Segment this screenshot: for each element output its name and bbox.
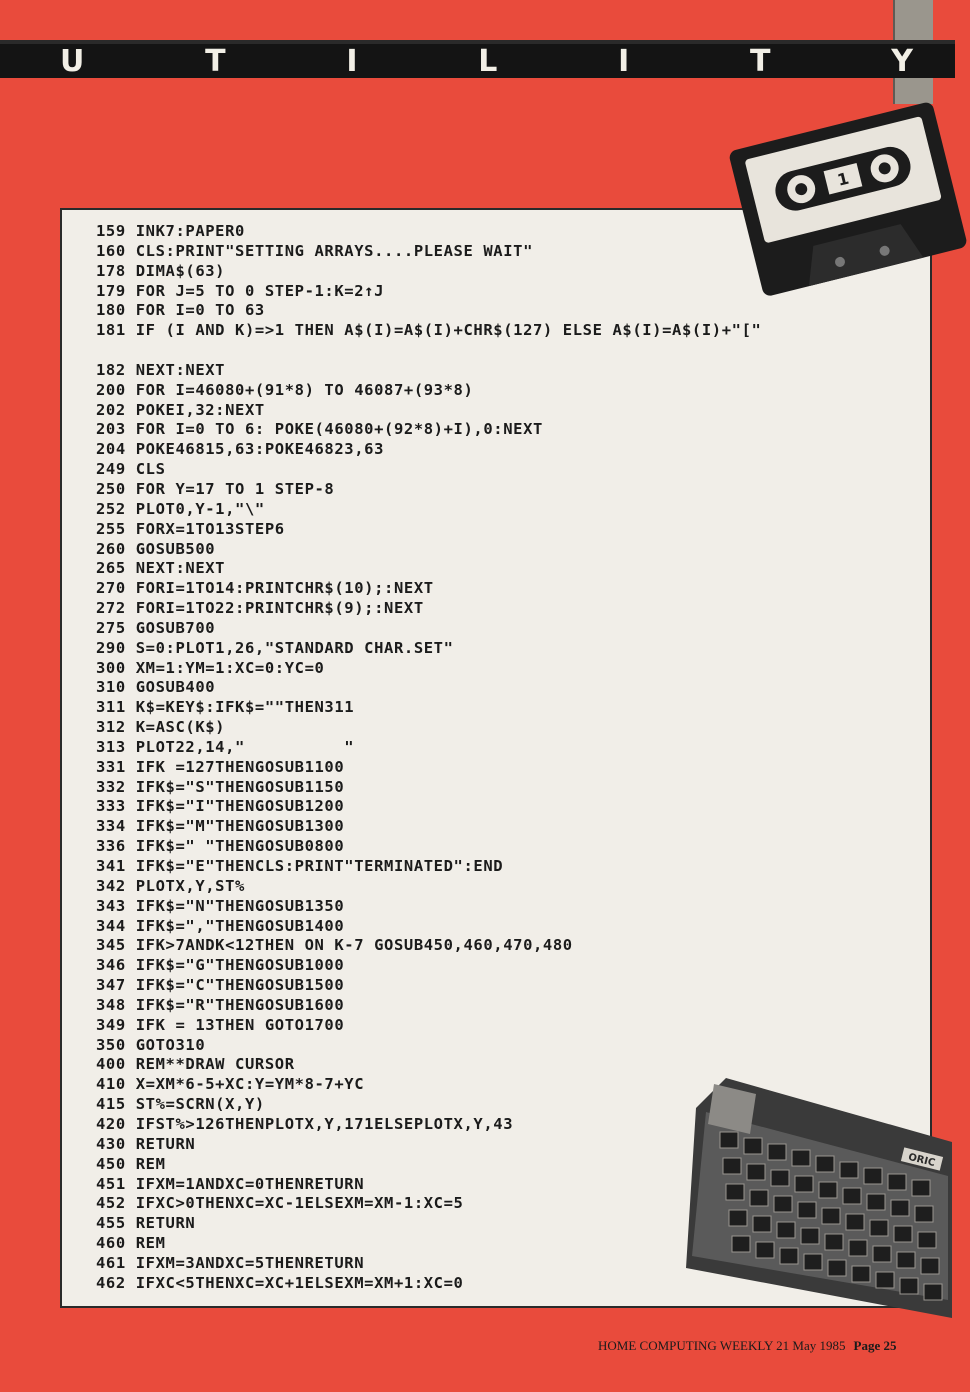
- code-line: 249 CLS: [96, 460, 166, 479]
- banner-letter: T: [749, 43, 773, 79]
- keyboard-key: [870, 1220, 888, 1236]
- code-line: 300 XM=1:YM=1:XC=0:YC=0: [96, 658, 325, 677]
- keyboard-key: [825, 1234, 843, 1250]
- keyboard-key: [900, 1278, 918, 1294]
- code-line: 332 IFK$="S"THENGOSUB1150: [96, 777, 345, 796]
- code-line: [96, 341, 910, 361]
- code-line: 420 IFST%>126THENPLOTX,Y,171ELSEPLOTX,Y,43: [96, 1114, 514, 1133]
- code-line: 346 IFK$="G"THENGOSUB1000: [96, 956, 345, 975]
- keyboard-key: [924, 1284, 942, 1300]
- banner-letter: Y: [891, 43, 915, 79]
- code-line: 203 FOR I=0 TO 6: POKE(46080+(92*8)+I),0:NEXT: [96, 420, 543, 439]
- computer-keyboard-icon: [686, 1072, 956, 1322]
- code-line: 181 IF (I AND K)=>1 THEN A$(I)=A$(I)+CHR$(127) ELSE A$(I)=A$(I)+"[": [96, 321, 762, 340]
- code-line: 331 IFK =127THENGOSUB1100: [96, 757, 345, 776]
- code-line: 400 REM**DRAW CURSOR: [96, 1055, 295, 1074]
- code-line: 415 ST%=SCRN(X,Y): [96, 1095, 265, 1114]
- code-line: 182 NEXT:NEXT: [96, 360, 226, 379]
- code-line: 460 REM: [96, 1234, 166, 1253]
- code-line: 270 FORI=1TO14:PRINTCHR$(10);:NEXT: [96, 579, 434, 598]
- keyboard-key: [846, 1214, 864, 1230]
- code-line: 159 INK7:PAPER0: [96, 222, 245, 240]
- code-line: 410 X=XM*6-5+XC:Y=YM*8-7+YC: [96, 1075, 365, 1094]
- keyboard-key: [723, 1158, 741, 1174]
- keyboard-key: [726, 1184, 744, 1200]
- keyboard-key: [921, 1258, 939, 1274]
- code-line: 275 GOSUB700: [96, 618, 216, 637]
- banner-letter: U: [60, 43, 87, 79]
- keyboard-key: [729, 1210, 747, 1226]
- keyboard-key: [777, 1222, 795, 1238]
- keyboard-key: [774, 1196, 792, 1212]
- code-line: 450 REM: [96, 1154, 166, 1173]
- keyboard-key: [732, 1236, 750, 1252]
- keyboard-key: [750, 1190, 768, 1206]
- keyboard-key: [801, 1228, 819, 1244]
- keyboard-key: [804, 1254, 822, 1270]
- code-line: 250 FOR Y=17 TO 1 STEP-8: [96, 479, 335, 498]
- section-banner: [0, 40, 955, 78]
- keyboard-key: [891, 1200, 909, 1216]
- cassette-label: 1: [835, 168, 851, 190]
- code-line: 255 FORX=1TO13STEP6: [96, 519, 285, 538]
- code-line: 179 FOR J=5 TO 0 STEP-1:K=2↑J: [96, 281, 385, 300]
- keyboard-key: [915, 1206, 933, 1222]
- keyboard-key: [849, 1240, 867, 1256]
- keyboard-key: [840, 1162, 858, 1178]
- banner-letter: L: [478, 43, 500, 79]
- code-line: 348 IFK$="R"THENGOSUB1600: [96, 995, 345, 1014]
- keyboard-key: [918, 1232, 936, 1248]
- code-line: 252 PLOT0,Y-1,"\": [96, 499, 265, 518]
- page-footer: [598, 1338, 938, 1354]
- code-line: 310 GOSUB400: [96, 678, 216, 697]
- code-line: 204 POKE46815,63:POKE46823,63: [96, 440, 385, 459]
- keyboard-badge: ORIC: [907, 1151, 937, 1170]
- code-line: 452 IFXC>0THENXC=XC-1ELSEXM=XM-1:XC=5: [96, 1194, 464, 1213]
- keyboard-key: [873, 1246, 891, 1262]
- code-line: 312 K=ASC(K$): [96, 718, 226, 737]
- code-line: 462 IFXC<5THENXC=XC+1ELSEXM=XM+1:XC=0: [96, 1273, 464, 1292]
- keyboard-key: [876, 1272, 894, 1288]
- code-line: 178 DIMA$(63): [96, 261, 226, 280]
- code-line: 343 IFK$="N"THENGOSUB1350: [96, 896, 345, 915]
- keyboard-key: [888, 1174, 906, 1190]
- banner-letter: I: [346, 43, 360, 79]
- keyboard-key: [753, 1216, 771, 1232]
- keyboard-key: [843, 1188, 861, 1204]
- code-line: 272 FORI=1TO22:PRINTCHR$(9);:NEXT: [96, 599, 424, 618]
- code-line: 341 IFK$="E"THENCLS:PRINT"TERMINATED":END: [96, 857, 504, 875]
- cassette-tape-icon: [723, 94, 970, 312]
- code-line: 311 K$=KEY$:IFK$=""THEN311: [96, 698, 355, 717]
- code-line: 290 S=0:PLOT1,26,"STANDARD CHAR.SET": [96, 638, 454, 657]
- code-line: 336 IFK$=" "THENGOSUB0800: [96, 837, 345, 856]
- keyboard-key: [798, 1202, 816, 1218]
- publication-line: HOME COMPUTING WEEKLY 21 May 1985: [598, 1338, 846, 1353]
- code-line: 347 IFK$="C"THENGOSUB1500: [96, 976, 345, 995]
- keyboard-key: [912, 1180, 930, 1196]
- code-line: 344 IFK$=","THENGOSUB1400: [96, 916, 345, 935]
- keyboard-key: [780, 1248, 798, 1264]
- code-line: 202 POKEI,32:NEXT: [96, 400, 265, 419]
- code-line: 451 IFXM=1ANDXC=0THENRETURN: [96, 1174, 365, 1193]
- keyboard-key: [771, 1170, 789, 1186]
- keyboard-key: [744, 1138, 762, 1154]
- code-line: 265 NEXT:NEXT: [96, 559, 226, 578]
- keyboard-key: [897, 1252, 915, 1268]
- code-line: 461 IFXM=3ANDXC=5THENRETURN: [96, 1253, 365, 1272]
- keyboard-key: [756, 1242, 774, 1258]
- keyboard-key: [747, 1164, 765, 1180]
- code-line: 334 IFK$="M"THENGOSUB1300: [96, 817, 345, 836]
- code-line: 180 FOR I=0 TO 63: [96, 301, 265, 320]
- keyboard-key: [852, 1266, 870, 1282]
- code-line: 342 PLOTX,Y,ST%: [96, 876, 245, 895]
- keyboard-key: [894, 1226, 912, 1242]
- keyboard-key: [768, 1144, 786, 1160]
- banner-letter: I: [618, 43, 632, 79]
- code-line: 160 CLS:PRINT"SETTING ARRAYS....PLEASE WAIT": [96, 241, 533, 260]
- keyboard-key: [819, 1182, 837, 1198]
- keyboard-key: [822, 1208, 840, 1224]
- code-line: 350 GOTO310: [96, 1035, 206, 1054]
- code-line: 430 RETURN: [96, 1134, 196, 1153]
- code-line: 313 PLOT22,14," ": [96, 737, 355, 756]
- code-line: 349 IFK = 13THEN GOTO1700: [96, 1015, 345, 1034]
- code-line: 260 GOSUB500: [96, 539, 216, 558]
- keyboard-key: [828, 1260, 846, 1276]
- page-number: Page 25: [853, 1338, 897, 1353]
- code-line: 333 IFK$="I"THENGOSUB1200: [96, 797, 345, 816]
- code-line: 345 IFK>7ANDK<12THEN ON K-7 GOSUB450,460,470,480: [96, 936, 573, 955]
- keyboard-key: [795, 1176, 813, 1192]
- keyboard-key: [720, 1132, 738, 1148]
- keyboard-key: [816, 1156, 834, 1172]
- keyboard-key: [864, 1168, 882, 1184]
- banner-letter: T: [205, 43, 228, 79]
- keyboard-key: [867, 1194, 885, 1210]
- keyboard-key: [792, 1150, 810, 1166]
- code-line: 455 RETURN: [96, 1214, 196, 1233]
- code-line: 200 FOR I=46080+(91*8) TO 46087+(93*8): [96, 380, 474, 399]
